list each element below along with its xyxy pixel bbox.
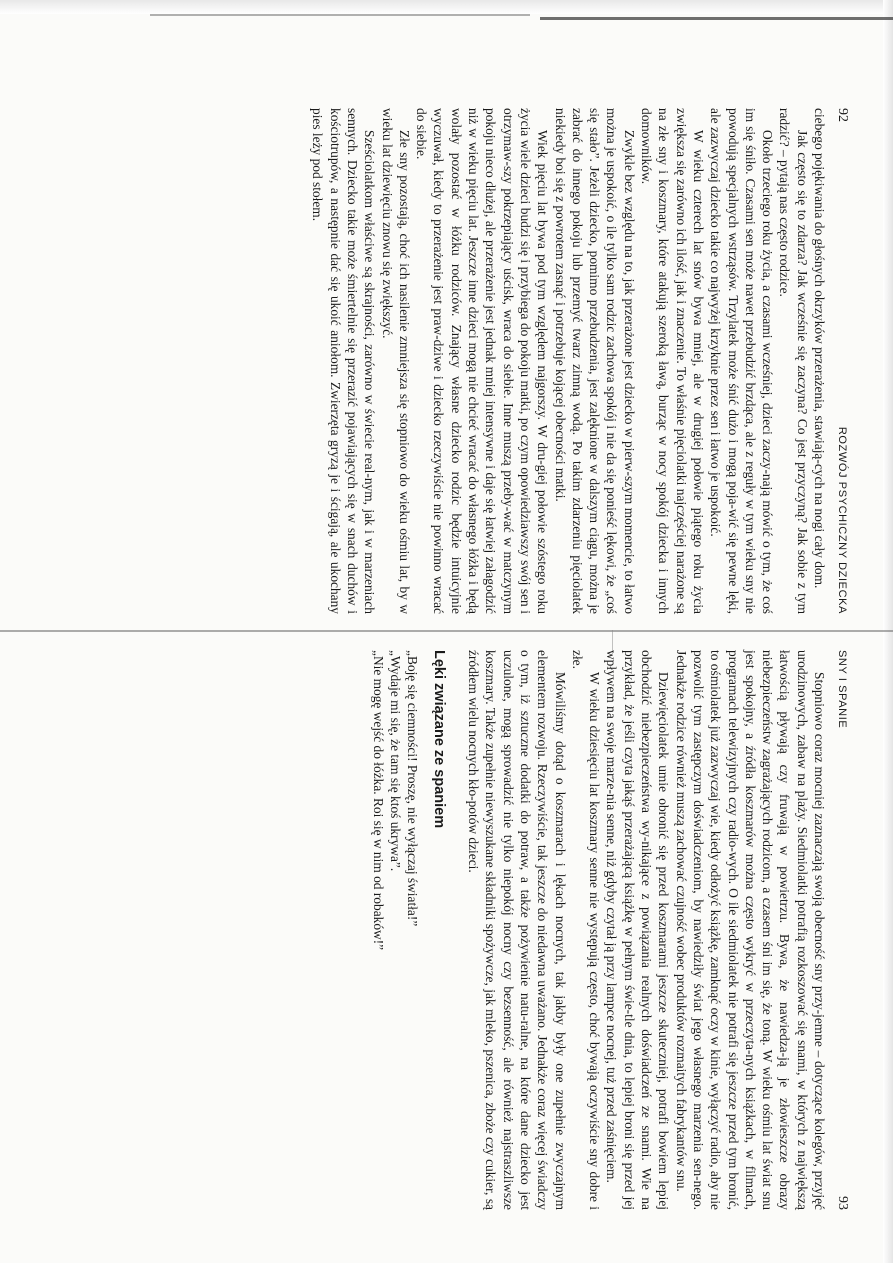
running-title: SNY I SPANIE — [836, 650, 848, 729]
paragraph: Stopniowo coraz mocniej zaznaczają swoją obecność sny przy-jemne – dotyczące kolegów, przyjęć urodzinowych, zabaw na plaży. Siedmiolatki potrafią rozkoszować się snami, w których z największą łatwością pływają czy fruwają w powietrzu. Bywa, że nawiedza-ją je złowieszcze obrazy niebezpieczeństw zagrażających rodzicom, a czasem śni im się, że toną. W wieku ośmiu lat świat snu jest spokojny, a źródła koszmarów można często wykryć w przeczyta-nych książkach, w filmach, programach telewizyjnych czy radio-wych. O ile siedmiolatek nie potrafi się jeszcze przed tym bronić, to ośmiolatek już zazwyczaj wie, kiedy odłożyć książkę, zamknąć oczy w kinie, wyłączyć radio, aby nie pozwolić tym zastępczym doświadczeniom, by nawiedziły świat jego własnego marzenia sen-nego. Jednakże rodzice również muszą zachować czujność wobec produktów rozmaitych fabrykantów snu. — [673, 650, 827, 1210]
quote: „Wydaje mi się, że tam się ktoś ukrywa”. — [388, 650, 404, 872]
running-head — [828, 650, 850, 1210]
paragraph: W wieku dziesięciu lat koszmary senne nie występują często, choć bywają oczywiście sny dobre i złe. — [569, 650, 603, 1210]
scan-artifact-line — [540, 17, 893, 20]
page-number: 93 — [835, 1196, 850, 1210]
book-gutter-line — [0, 630, 893, 632]
paragraph: Wiek pięciu lat bywa pod tym względem najgorszy. W dru-giej połowie szóstego roku życia wiele dzieci budzi się i przybiega do pokoju matki, po czym opowiedziawszy swój sen i otrzymaw-szy pokrzepiający uścisk, wraca do siebie. Inne muszą przeby-wać w matczynym pokoju nieco dłużej, ale przerażenie jest jednak mniej intensywne i daje się łatwiej załagodzić niż w wieku pięciu lat. Jeszcze inne dzieci mogą nie chcieć wracać do własnego łóżka i będą wolały pozostać w łóżku rodziców. Znający własne dziecko rodzic będzie intuicyjnie wyczuwał, kiedy to przerażenie jest praw-dziwe i dziecko rzeczywiście nie powinno wracać do siebie. — [414, 108, 551, 614]
paragraph: Około trzeciego roku życia, a czasami wcześniej, dzieci zaczy-nają mówić o tym, że coś im się śniło. Czasami sen może nawet przebudzić brzdąca, ale z reguły w tym wieku sny nie powodują specjalnych wstrząsów. Trzylatek może śnić dużo i mogą poja-wić się pewne lęki, ale zazwyczaj dziecko takie co najwyżej krzyknie przez sen i łatwo je uspokoić. — [708, 108, 776, 614]
scan-artifact-line — [150, 14, 530, 16]
page-93 — [70, 650, 850, 1210]
running-title: ROZWÓJ PSYCHICZNY DZIECKA — [836, 426, 848, 614]
quote: „Boję się ciemności! Proszę, nie wyłączaj światła!” — [405, 650, 421, 927]
page-body — [309, 108, 828, 614]
paragraph: Sześciolatkom właściwe są skrajności, zarówno w świecie real-nym, jak i w marzeniach sennych. Dziecko takie może śmiertelnie się przerazić pojawiających się w snach duchów i kościotrupów, a następnie dać się ukoić aniołom. Zwierzęta gryzą je i ścigają, ale ukochany pies leży pod stołem. — [310, 108, 378, 614]
page-body — [370, 650, 828, 1210]
paragraph: Jak często się to zdarza? Jak wcześnie się zaczyna? Co jest przyczyną? Jak sobie z tym radzić? – pytają nas często rodzice. — [777, 108, 810, 614]
paragraph: W wieku czterech lat snów bywa mniej, ale w drugiej połowie piątego roku życia zwiększa się zarówno ich ilość, jak i znaczenie. To właśnie pięciolatki najczęściej narażone są na złe sny i koszmary, które atakują szeroką ławą, burząc w nocy spokój dziecka i innych domowników. — [639, 108, 706, 614]
paragraph: Zwykle bez względu na to, jak przerażone jest dziecko w pierw-szym momencie, to łatwo można je uspokoić, o ile tylko sam rodzic zachowa spokój i nie da się ponieść lękowi, że „coś się stało”. Jeżeli dziecko, pomimo przebudzenia, jest zalęknione w dalszym ciągu, można je zabrać do innego pokoju lub przemyć twarz zimną wodą. Po takim zdarzeniu pięciolatek niekiedy boi się z powrotem zasnąć i potrzebuje kojącej obecności matki. — [552, 108, 637, 614]
page-92 — [70, 108, 850, 614]
paragraph: Mówiliśmy dotąd o koszmarach i lękach nocnych, tak jakby były one zupełnie zwyczajnym elementem rozwoju. Rzeczywiście, tak jeszcze do niedawna uważano. Jednakże coraz więcej świadczy o tym, iż sztuczne dodatki do potraw, a także pożywienie natu-ralne, na które dane dziecko jest uczulone, mogą sprowadzić nie tylko niepokój nocny czy bezsenność, ale również najstraszliwsze koszmary. Także zupełnie niewyszukane składniki spożywcze, jak mleko, pszenica, zboże czy cukier, są źródłem wielu nocnych kło-potów dzieci. — [466, 650, 568, 1210]
paragraph: Złe sny pozostają, choć ich nasilenie zmniejsza się stopniowo do wieku ośmiu lat, by w wieku lat dziewięciu znowu się zwiększyć. — [379, 108, 412, 614]
section-heading: Lęki związane ze spaniem — [430, 650, 447, 829]
paragraph: ciebego pojękiwania do głośnych okrzyków przerażenia, stawiają-cych na nogi cały dom. — [812, 108, 827, 589]
page-number: 92 — [835, 108, 850, 122]
running-head — [828, 108, 850, 614]
scan-top-edge — [0, 0, 893, 14]
quote: „Nie mogę wejść do łóżka. Roi się w nim od robaków!” — [370, 650, 386, 951]
paragraph: Dziewięciolatek umie obronić się przed koszmarami jeszcze skuteczniej, potrafi bowiem lepiej obchodzić niebezpieczeństwa wy-nikające z powiązania realnych doświadczeń ze snami. Wie na przykład, że jeśli czyta jakąś przerażającą książkę w pełnym świe-tle dnia, to lepiej broni się przed jej wpływem na swoje marze-nia senne, niż gdyby czytał ją przy lampce nocnej, tuż przed zaśnięciem. — [604, 650, 672, 1210]
